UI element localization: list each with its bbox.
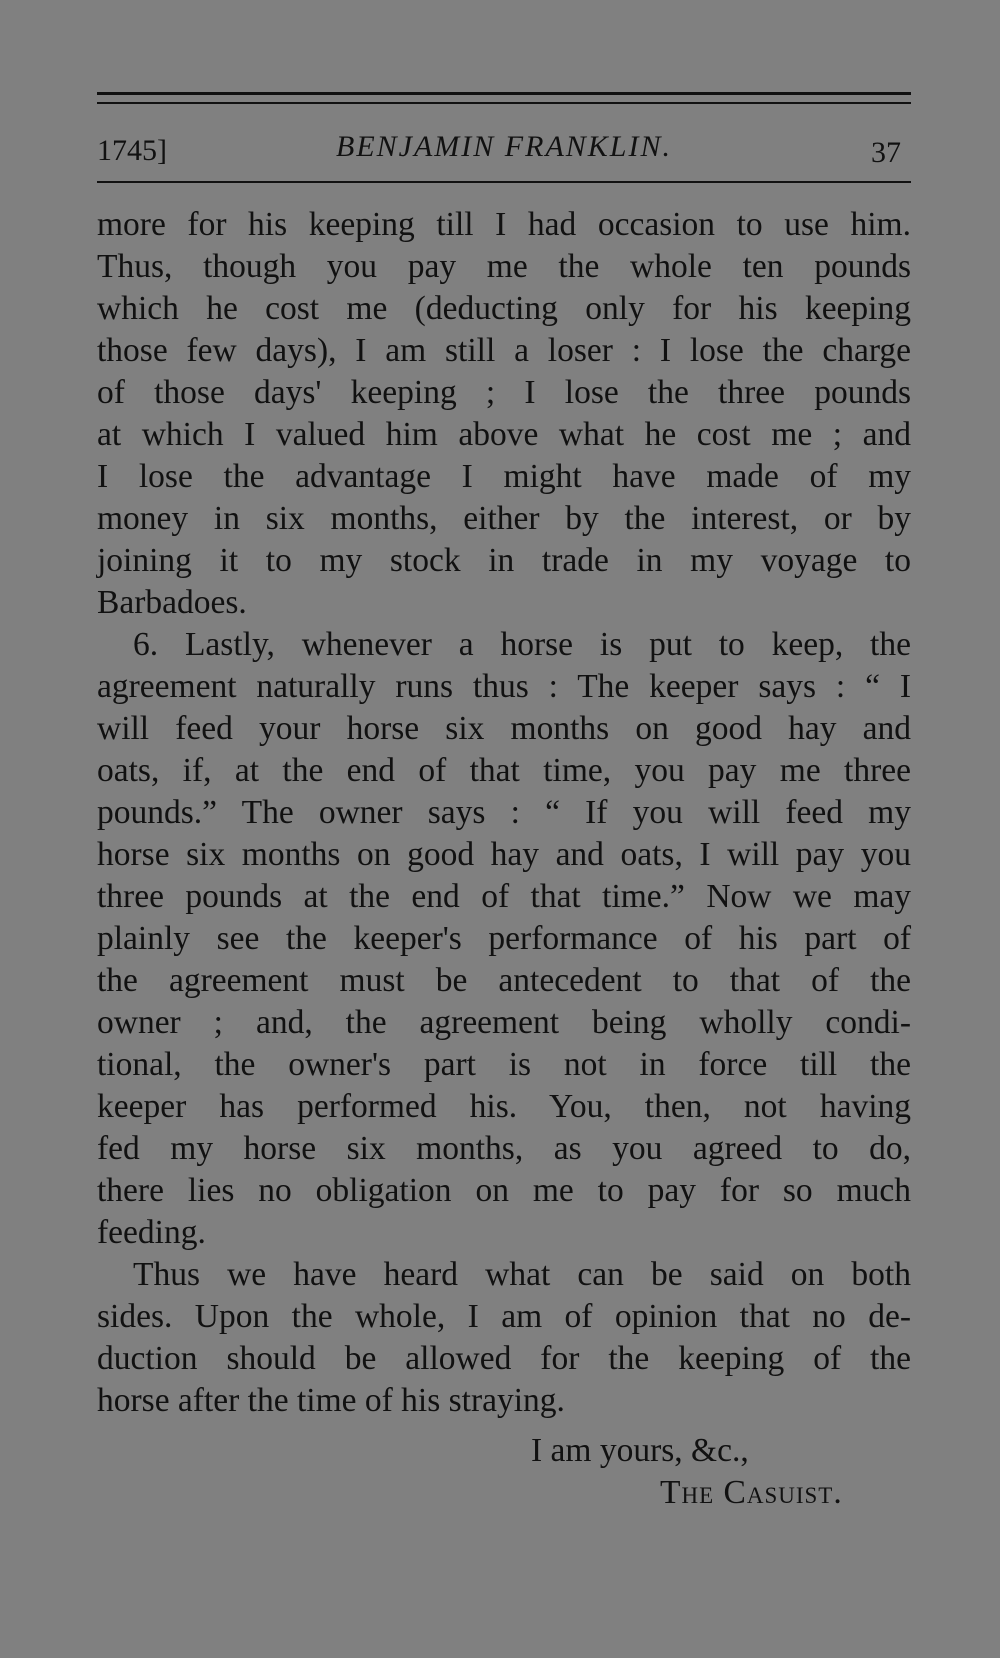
- text-line: there lies no obligation on me to pay for so much: [97, 1172, 911, 1209]
- header-title: BENJAMIN FRANKLIN.: [336, 130, 672, 163]
- header-rule-thin: [97, 102, 911, 104]
- text-line: owner ; and, the agreement being wholly condi-: [97, 1004, 911, 1041]
- text-line: tional, the owner's part is not in force till the: [97, 1046, 911, 1083]
- text-line: Thus, though you pay me the whole ten pounds: [97, 248, 911, 285]
- text-line: agreement naturally runs thus : The keeper says : “ I: [97, 668, 911, 705]
- text-line: money in six months, either by the interest, or by: [97, 500, 911, 537]
- header-year: 1745]: [97, 134, 167, 167]
- text-line: will feed your horse six months on good hay and: [97, 710, 911, 747]
- text-line: horse six months on good hay and oats, I will pay you: [97, 836, 911, 873]
- closing-salutation: I am yours, &c.,: [531, 1432, 749, 1469]
- text-line: of those days' keeping ; I lose the three pounds: [97, 374, 911, 411]
- text-line: fed my horse six months, as you agreed to do,: [97, 1130, 911, 1167]
- closing-signature: The Casuist.: [660, 1474, 843, 1511]
- text-line: joining it to my stock in trade in my voyage to: [97, 542, 911, 579]
- text-line: 6. Lastly, whenever a horse is put to keep, the: [133, 626, 911, 663]
- page-number: 37: [871, 136, 901, 169]
- text-line: three pounds at the end of that time.” Now we may: [97, 878, 911, 915]
- text-line: sides. Upon the whole, I am of opinion that no de-: [97, 1298, 911, 1335]
- text-line: which he cost me (deducting only for his keeping: [97, 290, 911, 327]
- text-line: duction should be allowed for the keeping of the: [97, 1340, 911, 1377]
- text-line: plainly see the keeper's performance of his part of: [97, 920, 911, 957]
- text-line: feeding.: [97, 1214, 206, 1251]
- text-line: the agreement must be antecedent to that of the: [97, 962, 911, 999]
- header-rule-thick: [97, 92, 911, 95]
- text-line: those few days), I am still a loser : I lose the charge: [97, 332, 911, 369]
- text-line: keeper has performed his. You, then, not having: [97, 1088, 911, 1125]
- text-line: pounds.” The owner says : “ If you will feed my: [97, 794, 911, 831]
- text-line: more for his keeping till I had occasion to use him.: [97, 206, 911, 243]
- text-line: Barbadoes.: [97, 584, 247, 621]
- text-line: horse after the time of his straying.: [97, 1382, 565, 1419]
- header-rule-bottom: [97, 181, 911, 183]
- text-line: I lose the advantage I might have made of my: [97, 458, 911, 495]
- text-line: Thus we have heard what can be said on both: [133, 1256, 911, 1293]
- text-line: oats, if, at the end of that time, you pay me three: [97, 752, 911, 789]
- body-text: [97, 204, 911, 1422]
- text-line: at which I valued him above what he cost me ; and: [97, 416, 911, 453]
- running-header: [97, 126, 911, 172]
